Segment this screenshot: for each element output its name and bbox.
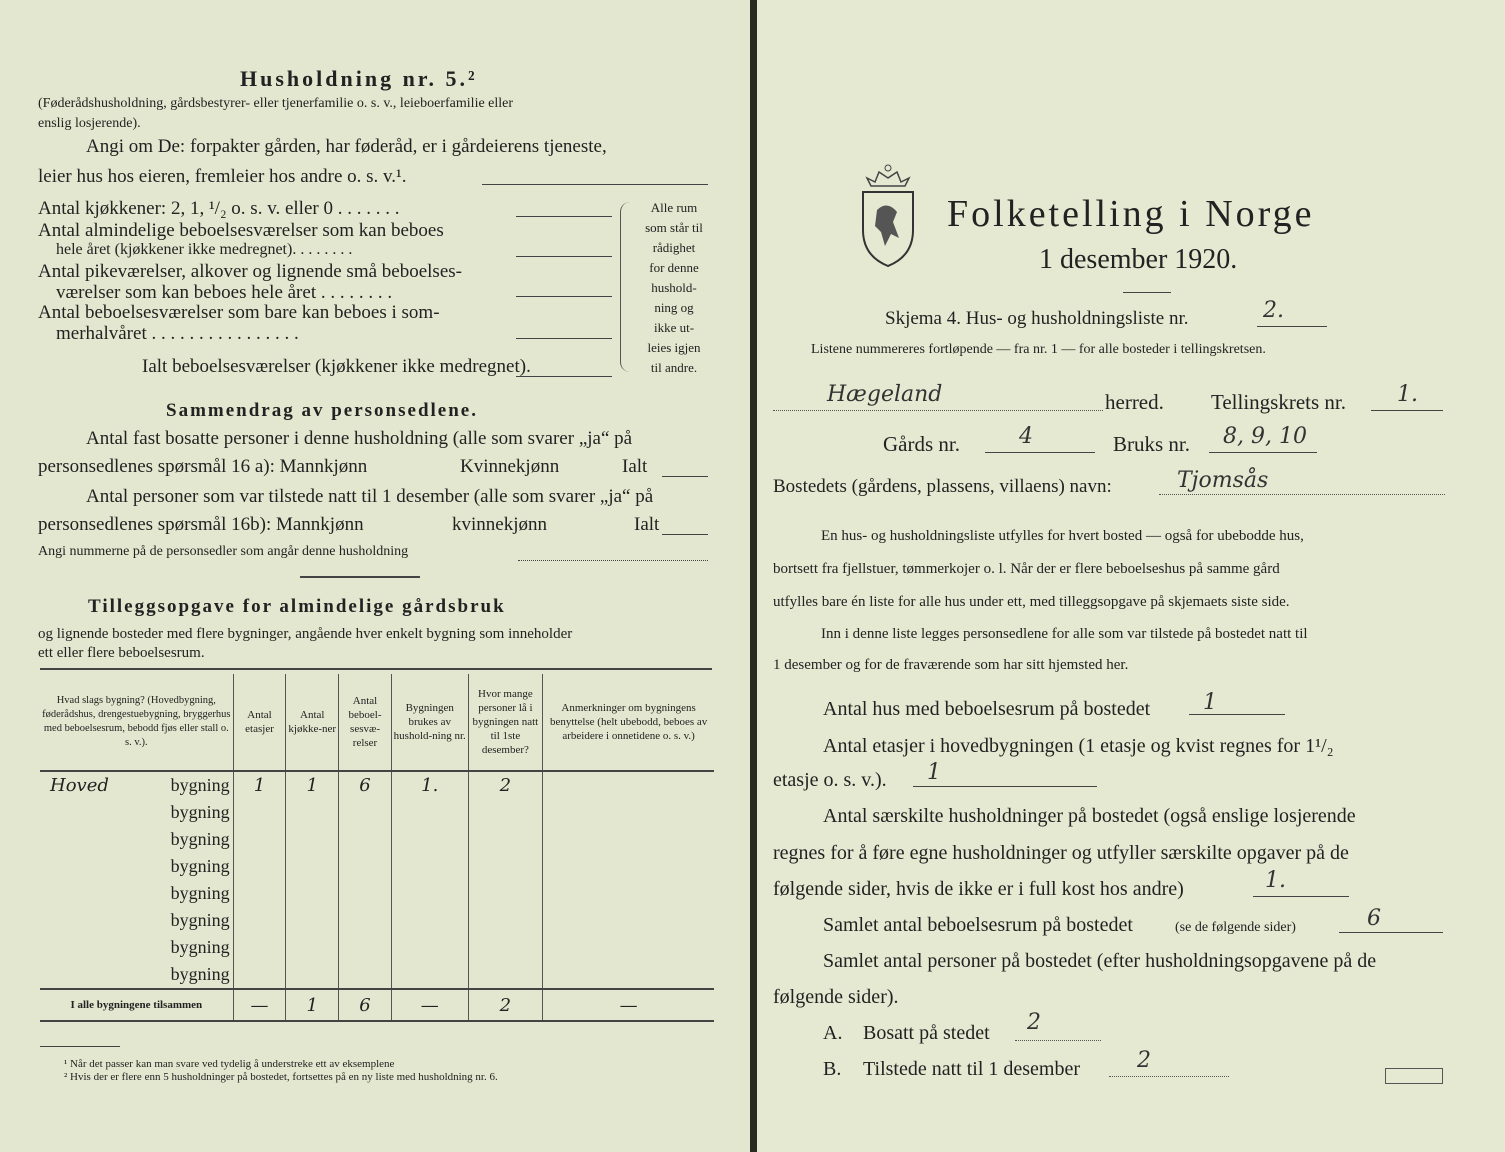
b-label: B. [823, 1058, 842, 1080]
herred-label: herred. [1105, 390, 1164, 414]
cell-anm [543, 799, 714, 826]
cell-vaerelser [339, 799, 392, 826]
total-personer: 2 [468, 989, 543, 1021]
table-row [40, 826, 714, 853]
bosted-value: Tjomsås [1177, 468, 1269, 493]
instr-line1: En hus- og husholdningsliste utfylles for hvert bosted — også for ubebodde hus, [821, 528, 1304, 544]
intro-paren2: enslig losjerende). [38, 116, 141, 131]
cell-vaerelser [339, 826, 392, 853]
cell-vaerelser [339, 934, 392, 961]
som-line1: Antal beboelsesværelser som bare kan beboes i som- [38, 302, 440, 323]
fast-line2a: personsedlenes spørsmål 16 a): Mannkjønn [38, 456, 368, 477]
table-row [40, 880, 714, 907]
table-row [40, 853, 714, 880]
side-note-line: til andre. [650, 360, 698, 375]
printer-stamp [1385, 1068, 1443, 1084]
alm-line1: Antal almindelige beboelsesværelser som kan beboes [38, 220, 444, 241]
col-header-etasjer: Antal etasjer [233, 674, 286, 771]
cell-kjokken: 1 [286, 771, 339, 799]
row-label: bygning [170, 829, 230, 849]
cell-hush [391, 799, 468, 826]
cell-anm [543, 880, 714, 907]
cell-etasjer [233, 961, 286, 989]
saer-line1: Antal særskilte husholdninger på bostedet (også enslige losjerende [823, 805, 1356, 827]
intro-paren: (Føderådshusholdning, gårdsbestyrer- eller tjenerfamilie o. s. v., leieboerfamilie eller [38, 96, 514, 111]
saer-value: 1. [1265, 868, 1286, 893]
table-row [40, 907, 714, 934]
alm-line2: hele året (kjøkkener ikke medregnet). . . . . . . . [56, 241, 353, 258]
cell-vaerelser [339, 907, 392, 934]
pike-line1: Antal pikeværelser, alkover og lignende små beboelses- [38, 261, 462, 282]
tils-line1: Antal personer som var tilstede natt til 1 desember (alle som svarer „ja“ på [86, 486, 654, 507]
cell-personer [468, 880, 543, 907]
cell-hush [391, 826, 468, 853]
samlet-rum-small: (se de følgende sider) [1175, 920, 1296, 935]
side-note-line: Alle rum [650, 200, 698, 215]
cell-personer [468, 799, 543, 826]
a-value: 2 [1027, 1010, 1041, 1035]
col-header-type: Hvad slags bygning? (Hovedbygning, føderådshus, drengestuebygning, bryggerhus med beboelsesrum, bebodd fjøs eller stall o. s. v.). [40, 674, 233, 771]
angi-line1: Angi om De: forpakter gården, har føderåd, er i gårdeierens tjeneste, [86, 136, 607, 157]
side-note-line: leies igjen [647, 340, 701, 355]
side-note-line: rådighet [652, 240, 696, 255]
bosted-label: Bostedets (gårdens, plassens, villaens) navn: [773, 476, 1112, 497]
fast-line2b: Kvinnekjønn [460, 456, 560, 477]
angi-num: Angi nummerne på de personsedler som angår denne husholdning [38, 544, 409, 559]
side-note [634, 198, 714, 378]
a-label: A. [823, 1022, 843, 1044]
col-header-hush: Bygningen brukes av hushold-ning nr. [391, 674, 468, 771]
total-anm: — [543, 989, 714, 1021]
cell-personer [468, 826, 543, 853]
row-label: bygning [170, 856, 230, 876]
samlet-rum-value: 6 [1367, 906, 1381, 931]
saer-line3: følgende sider, hvis de ikke er i full kost hos andre) [773, 878, 1184, 900]
krets-label: Tellingskrets nr. [1211, 390, 1347, 414]
row-type-cell [40, 826, 233, 853]
hus-value: 1 [1203, 690, 1217, 715]
row-label: bygning [170, 775, 230, 795]
cell-personer [468, 907, 543, 934]
cell-anm [543, 826, 714, 853]
coat-of-arms-icon [857, 160, 919, 270]
cell-hush [391, 907, 468, 934]
cell-personer [468, 961, 543, 989]
etasjer-line1: Antal etasjer i hovedbygningen (1 etasje og kvist regnes for 1¹/₂ [823, 735, 1334, 757]
cell-hush [391, 880, 468, 907]
instr-line4: Inn i denne liste legges personsedlene for alle som var tilstede på bostedet natt til [821, 626, 1308, 642]
cell-kjokken [286, 934, 339, 961]
cell-etasjer [233, 907, 286, 934]
samlet-pers-line2: følgende sider). [773, 986, 899, 1008]
cell-etasjer [233, 853, 286, 880]
tils-line2c: Ialt [634, 514, 660, 535]
total-row [40, 989, 714, 1021]
listene-note: Listene nummereres fortløpende — fra nr. 1 — for alle bosteder i tellingskretsen. [811, 342, 1266, 357]
tillegg-line1: og lignende bosteder med flere bygninger, angående hver enkelt bygning som inneholder [38, 626, 573, 642]
instr-line2: bortsett fra fjellstuer, tømmerkojer o. l. Når der er flere beboelseshus på samme gård [773, 561, 1280, 577]
etasjer-line2: etasje o. s. v.). [773, 769, 887, 791]
fast-line2c: Ialt [622, 456, 648, 477]
cell-personer: 2 [468, 771, 543, 799]
row-label: bygning [170, 883, 230, 903]
row-type-cell [40, 771, 233, 799]
pike-line2: værelser som kan beboes hele året . . . . . . . . [56, 282, 393, 303]
som-line2: merhalvåret . . . . . . . . . . . . . . . . [56, 323, 299, 344]
household-title: Husholdning nr. 5.² [240, 66, 478, 91]
cell-etasjer [233, 799, 286, 826]
row-type-cell [40, 934, 233, 961]
herred-value: Hægeland [827, 382, 943, 407]
col-header-kjokken: Antal kjøkke-ner [286, 674, 339, 771]
cell-hush [391, 961, 468, 989]
bruks-label: Bruks nr. [1113, 432, 1191, 456]
fast-line1: Antal fast bosatte personer i denne husholdning (alle som svarer „ja“ på [86, 428, 633, 449]
side-note-line: for denne [649, 260, 699, 275]
table-row [40, 934, 714, 961]
row-type-cell [40, 880, 233, 907]
cell-kjokken [286, 907, 339, 934]
table-row [40, 799, 714, 826]
side-note-line: hushold- [651, 280, 697, 295]
table-row [40, 961, 714, 989]
cell-kjokken [286, 880, 339, 907]
cell-kjokken [286, 799, 339, 826]
bruks-value: 8, 9, 10 [1223, 424, 1307, 449]
cell-anm [543, 907, 714, 934]
cell-hush: 1. [391, 771, 468, 799]
instr-line5: 1 desember og for de fraværende som har sitt hjemsted her. [773, 657, 1129, 673]
col-header-personer: Hvor mange personer lå i bygningen natt til 1ste desember? [468, 674, 543, 771]
cell-personer [468, 853, 543, 880]
tils-line2a: personsedlenes spørsmål 16b): Mannkjønn [38, 514, 364, 535]
brace [620, 202, 631, 372]
cell-anm [543, 853, 714, 880]
cell-vaerelser [339, 961, 392, 989]
table-row [40, 771, 714, 799]
cell-personer [468, 934, 543, 961]
hus-label: Antal hus med beboelsesrum på bostedet [823, 698, 1151, 720]
gards-label: Gårds nr. [883, 432, 960, 456]
skjema-label: Skjema 4. Hus- og husholdningsliste nr. [885, 308, 1189, 329]
instr-line3: utfylles bare én liste for alle hus under ett, med tilleggsopgave på skjemaets siste side. [773, 594, 1290, 610]
total-etasjer: — [233, 989, 286, 1021]
tils-line2b: kvinnekjønn [452, 514, 547, 535]
tillegg-line2: ett eller flere beboelsesrum. [38, 645, 205, 661]
col-header-anm: Anmerkninger om bygningens benyttelse (helt ubebodd, beboes av arbeidere i onnetidene o. s. v.) [543, 674, 714, 771]
samlet-pers-line1: Samlet antal personer på bostedet (efter husholdningsopgavene på de [823, 950, 1377, 972]
total-label: I alle bygningene tilsammen [40, 989, 233, 1021]
row-label: bygning [170, 910, 230, 930]
row-label: bygning [170, 937, 230, 957]
total-kjokken: 1 [286, 989, 339, 1021]
total-vaerelser: 6 [339, 989, 392, 1021]
row-type-cell [40, 853, 233, 880]
cell-etasjer: 1 [233, 771, 286, 799]
samlet-rum-label: Samlet antal beboelsesrum på bostedet [823, 914, 1133, 936]
footnote-2: ² Hvis der er flere enn 5 husholdninger på bostedet, fortsettes på en ny liste med husholdning nr. 6. [64, 1071, 498, 1083]
summary-title: Sammendrag av personsedlene. [166, 400, 478, 421]
row-type-cell [40, 961, 233, 989]
cell-kjokken [286, 826, 339, 853]
cell-anm [543, 771, 714, 799]
cell-kjokken [286, 853, 339, 880]
census-date: 1 desember 1920. [1039, 244, 1238, 275]
col-header-vaerelser: Antal beboel-sesvæ-relser [339, 674, 392, 771]
row-label: bygning [170, 802, 230, 822]
cell-vaerelser: 6 [339, 771, 392, 799]
a-text: Bosatt på stedet [863, 1022, 990, 1044]
side-note-line: ning og [654, 300, 694, 315]
cell-hush [391, 853, 468, 880]
cell-etasjer [233, 880, 286, 907]
row-label: bygning [170, 964, 230, 984]
cell-etasjer [233, 934, 286, 961]
cell-etasjer [233, 826, 286, 853]
krets-value: 1. [1397, 382, 1418, 407]
cell-kjokken [286, 961, 339, 989]
total-hush: — [391, 989, 468, 1021]
left-page [0, 0, 752, 1152]
cell-anm [543, 934, 714, 961]
census-title: Folketelling i Norge [947, 193, 1315, 235]
building-table [40, 674, 714, 1022]
gards-value: 4 [1019, 424, 1033, 449]
right-page [757, 0, 1505, 1152]
tillegg-title: Tilleggsopgave for almindelige gårdsbruk [88, 596, 506, 617]
ialt-line: Ialt beboelsesværelser (kjøkkener ikke medregnet). [142, 356, 531, 377]
skjema-value: 2. [1263, 298, 1284, 323]
row-type-cell [40, 907, 233, 934]
b-text: Tilstede natt til 1 desember [863, 1058, 1081, 1080]
angi-line2: leier hus hos eieren, fremleier hos andre o. s. v.¹. [38, 166, 407, 187]
cell-vaerelser [339, 853, 392, 880]
row-type-cell [40, 799, 233, 826]
kjokken-line: Antal kjøkkener: 2, 1, ¹/₂ o. s. v. eller 0 . . . . . . . [38, 198, 400, 219]
cell-vaerelser [339, 880, 392, 907]
row-name: Hoved [50, 775, 109, 796]
etasjer-value: 1 [927, 760, 941, 785]
footnote-1: ¹ Når det passer kan man svare ved tydelig å understreke ett av eksemplene [64, 1058, 395, 1070]
side-note-line: ikke ut- [653, 320, 695, 335]
saer-line2: regnes for å føre egne husholdninger og utfyller særskilte opgaver på de [773, 842, 1349, 864]
cell-hush [391, 934, 468, 961]
b-value: 2 [1137, 1048, 1151, 1073]
cell-anm [543, 961, 714, 989]
side-note-line: som står til [645, 220, 703, 235]
